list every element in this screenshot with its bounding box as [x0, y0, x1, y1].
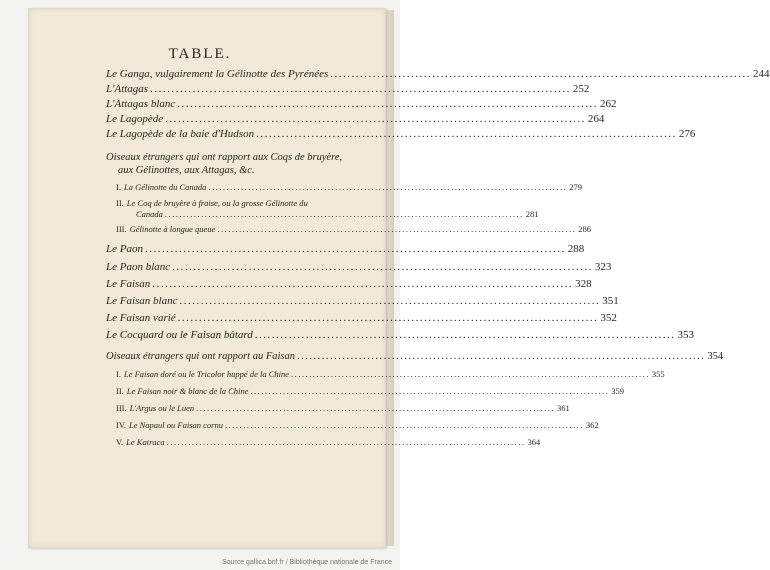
- entry-page: 262: [600, 98, 617, 110]
- leader-dots: ...................................................................................................: [144, 243, 566, 255]
- entry-label: [116, 198, 308, 208]
- entry-label: [116, 369, 289, 379]
- entry-number: II.: [116, 198, 124, 208]
- leader-dots: ...................................................................................................: [297, 351, 706, 362]
- entry-page: 288: [567, 243, 585, 255]
- entry-text: L'Argus ou le Luen: [129, 403, 195, 413]
- entry-text: Le Coq de bruyère à fraise, ou la grosse Gélinotte du: [126, 198, 308, 208]
- entry-label: L'Attagas: [106, 83, 149, 95]
- entry-label: Le Paon: [106, 243, 143, 255]
- entry-page: 352: [600, 312, 617, 324]
- entry-page: 264: [587, 113, 605, 125]
- entry-label: Le Lagopède: [106, 113, 164, 125]
- entry-number: III.: [116, 224, 127, 234]
- entry-page: 355: [651, 369, 665, 379]
- toc-entry: [106, 261, 612, 273]
- leader-dots: ...................................................................................................: [166, 437, 526, 447]
- section-line: aux Gélinottes, aux Attagas, &c.: [118, 165, 255, 176]
- leader-dots: ...................................................................................................: [164, 209, 524, 219]
- leader-dots: ...................................................................................................: [152, 278, 574, 290]
- entry-page: 252: [572, 83, 590, 95]
- leader-dots: ...................................................................................................: [208, 182, 568, 192]
- toc-subentry: [116, 386, 625, 396]
- entry-page: 359: [611, 386, 625, 396]
- entry-page: 276: [678, 128, 696, 140]
- leader-dots: ...................................................................................................: [291, 369, 650, 379]
- toc-subentry: [116, 182, 582, 192]
- toc-entry: [106, 68, 770, 80]
- entry-page: 244: [753, 68, 770, 80]
- toc-subentry: [116, 198, 372, 208]
- leader-dots: ...................................................................................................: [165, 113, 586, 125]
- toc-subentry: [116, 403, 570, 413]
- toc-subentry: [116, 437, 541, 447]
- entry-page: 351: [602, 295, 619, 307]
- toc-entry: [106, 278, 592, 290]
- leader-dots: ...................................................................................................: [217, 224, 577, 234]
- entry-text: Le Katraca: [126, 437, 165, 447]
- leader-dots: ...................................................................................................: [179, 295, 601, 307]
- page-title: TABLE.: [168, 46, 232, 62]
- entry-text: Le Napaul ou Faisan cornu: [129, 420, 223, 430]
- toc-entry: [106, 83, 590, 95]
- entry-page: 361: [557, 403, 570, 413]
- toc-entry: [106, 243, 585, 255]
- entry-label: [116, 224, 215, 234]
- leader-dots: ...................................................................................................: [172, 261, 593, 273]
- entry-text: Le Faisan noir & blanc de la Chine: [126, 386, 249, 396]
- entry-page: 328: [575, 278, 592, 290]
- entry-text: La Gélinotte du Canada: [123, 182, 207, 192]
- entry-label: Le Ganga, vulgairement la Gélinotte des Pyrénées: [106, 68, 329, 80]
- entry-number: III.: [116, 403, 127, 413]
- entry-number: II.: [116, 386, 124, 396]
- entry-label: [116, 386, 248, 396]
- entry-page: 279: [569, 182, 582, 192]
- toc-entry: [106, 329, 695, 341]
- entry-page: 362: [585, 420, 599, 430]
- entry-label: Le Cocquard ou le Faisan bâtard: [106, 329, 253, 341]
- toc-subentry-continued: [136, 209, 539, 219]
- toc-entry: [106, 98, 617, 110]
- toc-entry: [106, 128, 696, 140]
- entry-text: Le Faisan doré ou le Tricolor huppé de la Chine: [123, 369, 290, 379]
- entry-label: Le Lagopède de la baie d'Hudson: [106, 128, 255, 140]
- leader-dots: ...................................................................................................: [330, 68, 752, 80]
- leader-dots: ...................................................................................................: [177, 98, 599, 110]
- leader-dots: ...................................................................................................: [256, 128, 677, 140]
- source-credit: Source gallica.bnf.fr / Bibliothèque nationale de France: [221, 559, 392, 566]
- entry-page: 286: [578, 224, 591, 234]
- leader-dots: ...................................................................................................: [254, 329, 676, 341]
- entry-page: 353: [677, 329, 695, 341]
- toc-entry: [106, 312, 617, 324]
- entry-number: V.: [116, 437, 124, 447]
- entry-text: Gélinotte à longue queue: [129, 224, 216, 234]
- toc-subentry: [116, 420, 599, 430]
- entry-label: L'Attagas blanc: [106, 98, 176, 110]
- leader-dots: ...................................................................................................: [177, 312, 599, 324]
- toc-entry: [106, 295, 619, 307]
- leader-dots: ...................................................................................................: [250, 386, 610, 396]
- section-heading: [106, 151, 372, 177]
- toc-entry: [106, 113, 605, 125]
- entry-number: IV.: [116, 420, 126, 430]
- section-heading: [106, 351, 724, 362]
- toc-subentry: [116, 369, 665, 379]
- leader-dots: ...................................................................................................: [150, 83, 571, 95]
- entry-page: 354: [707, 351, 724, 362]
- entry-page: 364: [527, 437, 541, 447]
- entry-label: Le Faisan: [106, 278, 151, 290]
- entry-label: Oiseaux étrangers qui ont rapport au Faisan: [106, 351, 295, 362]
- entry-number: I.: [116, 369, 121, 379]
- leader-dots: ...................................................................................................: [224, 420, 584, 430]
- entry-label: Le Faisan blanc: [106, 295, 178, 307]
- leader-dots: ...................................................................................................: [196, 403, 556, 413]
- entry-label: [116, 420, 223, 430]
- entry-label: Le Paon blanc: [106, 261, 171, 273]
- entry-label: Le Faisan varié: [106, 312, 176, 324]
- section-line: Oiseaux étrangers qui ont rapport aux Coqs de bruyère,: [106, 152, 343, 163]
- entry-text: Canada: [136, 209, 163, 219]
- entry-label: [116, 182, 206, 192]
- toc-subentry: [116, 224, 591, 234]
- entry-label: [116, 403, 194, 413]
- entry-page: 281: [525, 209, 539, 219]
- entry-number: I.: [116, 182, 121, 192]
- entry-label: [116, 437, 165, 447]
- entry-page: 323: [594, 261, 612, 273]
